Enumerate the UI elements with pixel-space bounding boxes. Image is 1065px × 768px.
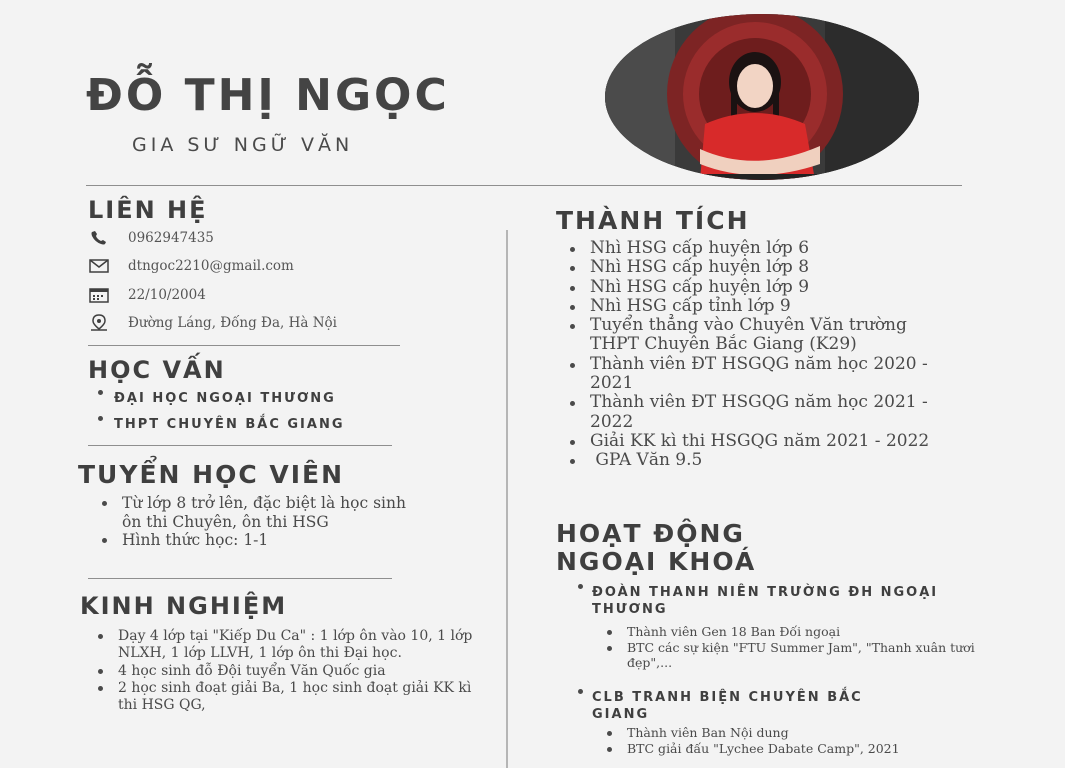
- contact-email: [88, 255, 294, 277]
- phone-icon: [88, 229, 110, 247]
- activities-heading-line2: NGOẠI KHOÁ: [556, 547, 757, 576]
- activity-org-2-title: CLB TRANH BIỆN CHUYÊN BẮC GIANG: [568, 689, 922, 723]
- recruit-heading: TUYỂN HỌC VIÊN: [78, 460, 345, 489]
- achievement-item: Thành viên ĐT HSGQG năm học 2020 - 2021: [560, 355, 940, 394]
- achievement-item: GPA Văn 9.5: [560, 451, 940, 470]
- activity-org-1: [568, 584, 988, 618]
- experience-list: [88, 628, 488, 714]
- profile-photo: [605, 14, 919, 180]
- candidate-role: GIA SƯ NGỮ VĂN: [132, 134, 354, 156]
- achievement-item: Nhì HSG cấp huyện lớp 6: [560, 239, 940, 258]
- activity-org-1-list: [597, 624, 997, 671]
- recruit-divider: [88, 578, 392, 579]
- recruit-item: Từ lớp 8 trở lên, đặc biệt là học sinh ôn thi Chuyên, ôn thi HSG: [92, 494, 422, 531]
- header-divider: [86, 185, 962, 186]
- activity-org-2: [568, 689, 988, 723]
- recruit-item: Hình thức học: 1-1: [92, 531, 422, 550]
- achievement-item: Nhì HSG cấp tỉnh lớp 9: [560, 297, 940, 316]
- achievement-item: Nhì HSG cấp huyện lớp 8: [560, 258, 940, 277]
- contact-address: [88, 312, 337, 334]
- contact-divider: [88, 345, 400, 346]
- mail-icon: [88, 257, 110, 275]
- activity-org-1-item: BTC các sự kiện "FTU Summer Jam", "Thanh xuân tươi đẹp",...: [597, 640, 997, 671]
- achievement-item: Thành viên ĐT HSGQG năm học 2021 - 2022: [560, 393, 940, 432]
- education-heading: HỌC VẤN: [88, 356, 226, 384]
- activity-org-2-item: BTC giải đấu "Lychee Dabate Camp", 2021: [597, 741, 997, 757]
- activities-heading-line1: HOẠT ĐỘNG: [556, 519, 745, 548]
- achievements-list: [560, 239, 940, 471]
- activities-heading: [556, 520, 756, 576]
- experience-item: 2 học sinh đoạt giải Ba, 1 học sinh đoạt giải KK kì thi HSG QG,: [88, 680, 488, 715]
- experience-item: Dạy 4 lớp tại "Kiếp Du Ca" : 1 lớp ôn vào 10, 1 lớp NLXH, 1 lớp LLVH, 1 lớp ôn thi Đại học.: [88, 628, 488, 663]
- address-text: Đường Láng, Đống Đa, Hà Nội: [128, 315, 337, 331]
- birthday-date: 22/10/2004: [128, 287, 206, 303]
- contact-phone: [88, 227, 214, 249]
- recruit-list: [92, 494, 422, 550]
- education-list: [88, 390, 345, 434]
- education-item: THPT CHUYÊN BẮC GIANG: [88, 416, 345, 434]
- activity-org-2-list: [597, 725, 997, 756]
- phone-number: 0962947435: [128, 230, 214, 246]
- email-address: dtngoc2210@gmail.com: [128, 258, 294, 274]
- column-divider: [506, 230, 508, 768]
- experience-item: 4 học sinh đỗ Đội tuyển Văn Quốc gia: [88, 663, 488, 680]
- achievement-item: Tuyển thẳng vào Chuyên Văn trường THPT Chuyên Bắc Giang (K29): [560, 316, 940, 355]
- contact-heading: LIÊN HỆ: [88, 196, 208, 224]
- achievement-item: Nhì HSG cấp huyện lớp 9: [560, 278, 940, 297]
- activity-org-1-item: Thành viên Gen 18 Ban Đối ngoại: [597, 624, 997, 640]
- education-item: ĐẠI HỌC NGOẠI THƯƠNG: [88, 390, 345, 408]
- activity-org-1-title: ĐOÀN THANH NIÊN TRƯỜNG ĐH NGOẠI THƯƠNG: [568, 584, 988, 618]
- achievement-item: Giải KK kì thi HSGQG năm 2021 - 2022: [560, 432, 940, 451]
- candidate-name: ĐỖ THỊ NGỌC: [86, 70, 450, 121]
- education-divider: [88, 445, 392, 446]
- activity-org-2-item: Thành viên Ban Nội dung: [597, 725, 997, 741]
- location-icon: [88, 314, 110, 332]
- calendar-icon: [88, 286, 110, 304]
- contact-birthday: [88, 284, 206, 306]
- achievements-heading: THÀNH TÍCH: [556, 206, 750, 235]
- experience-heading: KINH NGHIỆM: [80, 592, 288, 620]
